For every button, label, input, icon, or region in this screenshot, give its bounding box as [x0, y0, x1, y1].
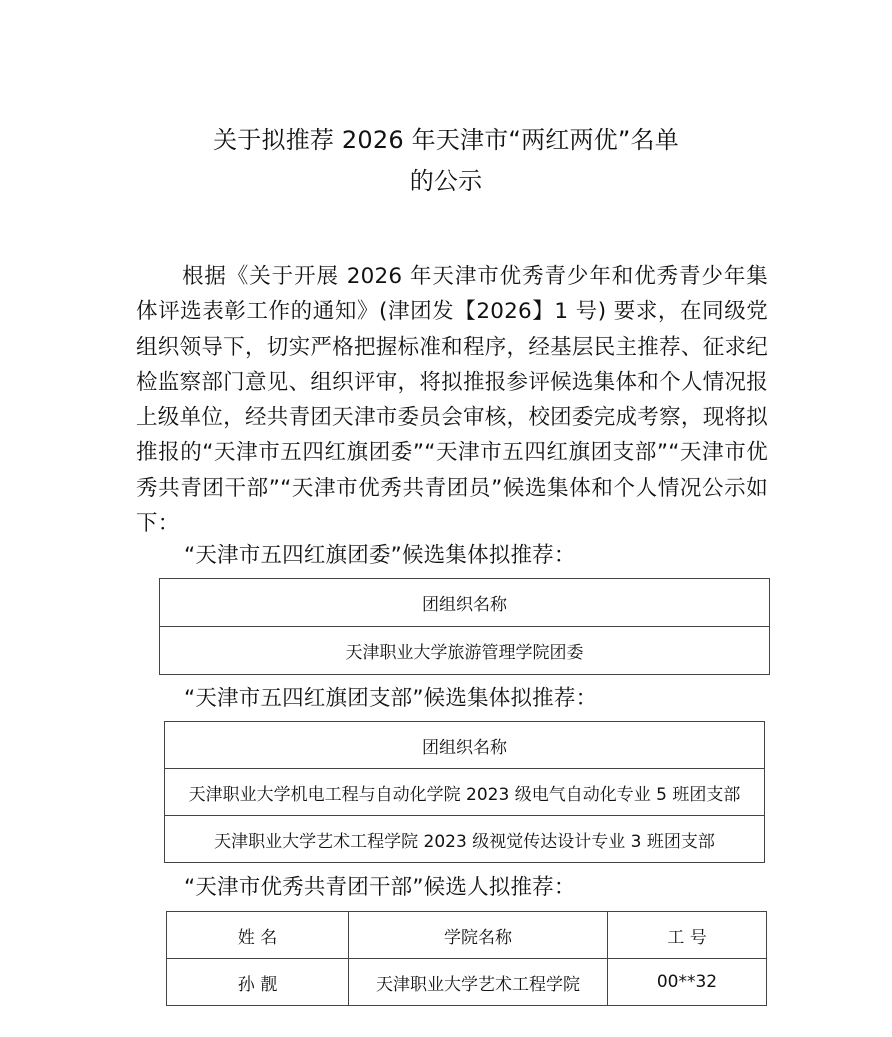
table-header-cell-name: 姓 名 — [167, 912, 349, 959]
table-row — [165, 769, 765, 816]
table-wusi-tuanwei — [159, 578, 770, 675]
table-header-row — [167, 912, 767, 959]
table-header-row — [160, 579, 770, 627]
section-heading-wusi-tuanzhibu: “天津市五四红旗团支部”候选集体拟推荐： — [184, 686, 598, 711]
body-paragraph: 根据《关于开展 2026 年天津市优秀青少年和优秀青少年集体评选表彰工作的通知》(津团发【2026】1 号) 要求，在同级党组织领导下，切实严格把握标准和程序，经基层民主推荐、征求纪检监察部门意见、组织评审，将拟推报参评候选集体和个人情况报上级单位，经共青团天津市委员会审核，校团委完成考察，现将拟推报的“天津市五四红旗团委”“天津市五四红旗团支部”“天津市优秀共青团干部”“天津市优秀共青团员”候选集体和个人情况公示如下： — [136, 264, 768, 537]
table-row — [165, 816, 765, 863]
section-heading-youxiu-ganbu: “天津市优秀共青团干部”候选人拟推荐： — [184, 875, 576, 900]
table-row — [160, 627, 770, 675]
table-header-cell-id: 工 号 — [608, 912, 767, 959]
table-row — [167, 959, 767, 1006]
table-cell-college: 天津职业大学艺术工程学院 — [349, 959, 608, 1006]
document-title-line-1: 关于拟推荐 2026 年天津市“两红两优”名单 — [213, 126, 679, 154]
table-wusi-tuanzhibu — [164, 721, 765, 863]
table-cell-person-name: 孙 靓 — [167, 959, 349, 1006]
table-cell-org-name: 天津职业大学艺术工程学院 2023 级视觉传达设计专业 3 班团支部 — [165, 816, 765, 863]
document-title-line-2: 的公示 — [409, 167, 483, 195]
table-youxiu-ganbu — [166, 911, 767, 1006]
section-heading-wusi-tuanwei: “天津市五四红旗团委”候选集体拟推荐： — [184, 543, 576, 568]
table-header-cell-college: 学院名称 — [349, 912, 608, 959]
table-cell-org-name: 天津职业大学机电工程与自动化学院 2023 级电气自动化专业 5 班团支部 — [165, 769, 765, 816]
table-header-cell: 团组织名称 — [160, 579, 770, 627]
table-cell-staff-id: 00**32 — [608, 959, 767, 1006]
table-header-row — [165, 722, 765, 769]
table-header-cell: 团组织名称 — [165, 722, 765, 769]
table-cell-org-name: 天津职业大学旅游管理学院团委 — [160, 627, 770, 675]
